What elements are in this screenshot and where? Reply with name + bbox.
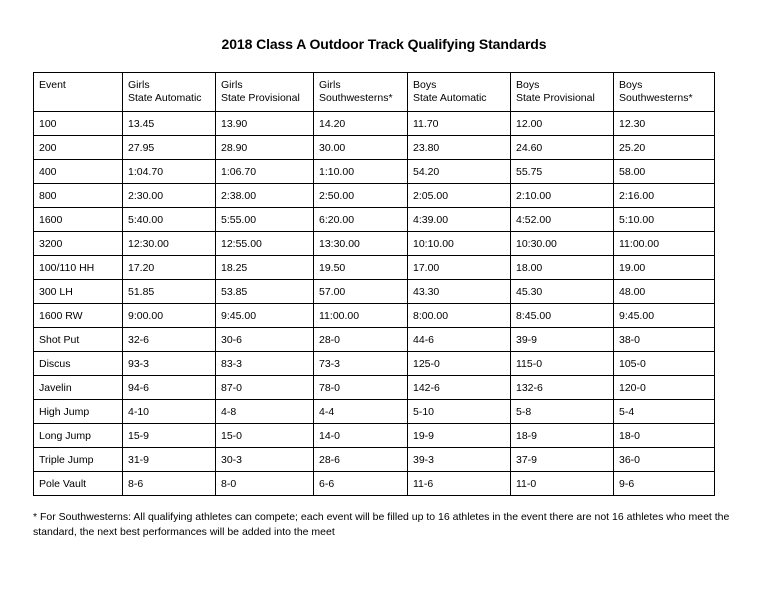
column-header-line2: State Automatic — [413, 92, 487, 104]
qualifying-standards-table — [33, 72, 715, 496]
standard-value-cell: 19.50 — [314, 256, 408, 280]
standard-value-cell: 13:30.00 — [314, 232, 408, 256]
standard-value-cell: 18-9 — [511, 424, 614, 448]
standard-value-cell: 83-3 — [216, 352, 314, 376]
standard-value-cell: 125-0 — [408, 352, 511, 376]
event-name-cell: 1600 — [34, 208, 123, 232]
table-row — [34, 136, 715, 160]
event-name-cell: Discus — [34, 352, 123, 376]
event-name-cell: 800 — [34, 184, 123, 208]
table-row — [34, 400, 715, 424]
standard-value-cell: 11:00.00 — [614, 232, 715, 256]
standard-value-cell: 45.30 — [511, 280, 614, 304]
event-name-cell: Pole Vault — [34, 472, 123, 496]
column-header-line1: Girls — [128, 79, 150, 91]
standard-value-cell: 2:30.00 — [123, 184, 216, 208]
standard-value-cell: 10:10.00 — [408, 232, 511, 256]
standard-value-cell: 27.95 — [123, 136, 216, 160]
standard-value-cell: 2:05.00 — [408, 184, 511, 208]
standard-value-cell: 6-6 — [314, 472, 408, 496]
standard-value-cell: 43.30 — [408, 280, 511, 304]
table-row — [34, 448, 715, 472]
standard-value-cell: 53.85 — [216, 280, 314, 304]
standard-value-cell: 12:55.00 — [216, 232, 314, 256]
standard-value-cell: 4:39.00 — [408, 208, 511, 232]
standard-value-cell: 120-0 — [614, 376, 715, 400]
column-header-line1: Boys — [619, 79, 643, 91]
table-row — [34, 256, 715, 280]
standard-value-cell: 30.00 — [314, 136, 408, 160]
table-row — [34, 376, 715, 400]
standard-value-cell: 11-6 — [408, 472, 511, 496]
table-row — [34, 328, 715, 352]
standard-value-cell: 78-0 — [314, 376, 408, 400]
standard-value-cell: 5:10.00 — [614, 208, 715, 232]
standard-value-cell: 28-6 — [314, 448, 408, 472]
standard-value-cell: 25.20 — [614, 136, 715, 160]
standard-value-cell: 19.00 — [614, 256, 715, 280]
standard-value-cell: 13.45 — [123, 112, 216, 136]
standard-value-cell: 94-6 — [123, 376, 216, 400]
event-name-cell: High Jump — [34, 400, 123, 424]
standard-value-cell: 30-6 — [216, 328, 314, 352]
event-name-cell: Javelin — [34, 376, 123, 400]
standard-value-cell: 12.30 — [614, 112, 715, 136]
column-header-line2: Southwesterns* — [619, 92, 693, 104]
standard-value-cell: 24.60 — [511, 136, 614, 160]
standard-value-cell: 5:55.00 — [216, 208, 314, 232]
event-name-cell: 1600 RW — [34, 304, 123, 328]
standard-value-cell: 31-9 — [123, 448, 216, 472]
table-row — [34, 112, 715, 136]
standard-value-cell: 44-6 — [408, 328, 511, 352]
column-header — [314, 73, 408, 112]
standard-value-cell: 2:16.00 — [614, 184, 715, 208]
standard-value-cell: 9:00.00 — [123, 304, 216, 328]
standard-value-cell: 8-6 — [123, 472, 216, 496]
standard-value-cell: 2:10.00 — [511, 184, 614, 208]
standard-value-cell: 5:40.00 — [123, 208, 216, 232]
table-header-row — [34, 73, 715, 112]
standard-value-cell: 73-3 — [314, 352, 408, 376]
footnote: * For Southwesterns: All qualifying athletes can compete; each event will be filled up to 16 athletes in the event there are not 16 athletes who meet the standard, the next best performances will be added into the meet — [33, 511, 730, 538]
table-row — [34, 160, 715, 184]
event-name-cell: Long Jump — [34, 424, 123, 448]
event-name-cell: 100 — [34, 112, 123, 136]
column-header-line2: State Provisional — [516, 92, 595, 104]
standard-value-cell: 11-0 — [511, 472, 614, 496]
standard-value-cell: 18-0 — [614, 424, 715, 448]
standard-value-cell: 39-3 — [408, 448, 511, 472]
standard-value-cell: 9:45.00 — [614, 304, 715, 328]
table-row — [34, 280, 715, 304]
standard-value-cell: 38-0 — [614, 328, 715, 352]
column-header-line1: Girls — [319, 79, 341, 91]
column-header-line1: Boys — [413, 79, 437, 91]
event-name-cell: Shot Put — [34, 328, 123, 352]
standard-value-cell: 11.70 — [408, 112, 511, 136]
standard-value-cell: 15-0 — [216, 424, 314, 448]
table-row — [34, 232, 715, 256]
table-body — [34, 112, 715, 496]
standard-value-cell: 8-0 — [216, 472, 314, 496]
standard-value-cell: 32-6 — [123, 328, 216, 352]
standard-value-cell: 17.20 — [123, 256, 216, 280]
column-header — [216, 73, 314, 112]
standard-value-cell: 48.00 — [614, 280, 715, 304]
column-header-line2: State Provisional — [221, 92, 300, 104]
standard-value-cell: 18.00 — [511, 256, 614, 280]
standard-value-cell: 37-9 — [511, 448, 614, 472]
standard-value-cell: 17.00 — [408, 256, 511, 280]
standard-value-cell: 14-0 — [314, 424, 408, 448]
standard-value-cell: 18.25 — [216, 256, 314, 280]
standard-value-cell: 5-10 — [408, 400, 511, 424]
standard-value-cell: 2:38.00 — [216, 184, 314, 208]
column-header-line2: State Automatic — [128, 92, 202, 104]
standard-value-cell: 142-6 — [408, 376, 511, 400]
standard-value-cell: 4-10 — [123, 400, 216, 424]
event-name-cell: 300 LH — [34, 280, 123, 304]
table-row — [34, 184, 715, 208]
standard-value-cell: 28.90 — [216, 136, 314, 160]
standard-value-cell: 1:04.70 — [123, 160, 216, 184]
standard-value-cell: 12:30.00 — [123, 232, 216, 256]
standard-value-cell: 28-0 — [314, 328, 408, 352]
column-header-line2: Southwesterns* — [319, 92, 393, 104]
standard-value-cell: 12.00 — [511, 112, 614, 136]
standard-value-cell: 51.85 — [123, 280, 216, 304]
event-name-cell: 100/110 HH — [34, 256, 123, 280]
standard-value-cell: 13.90 — [216, 112, 314, 136]
column-header-line1: Boys — [516, 79, 540, 91]
event-name-cell: Triple Jump — [34, 448, 123, 472]
standard-value-cell: 54.20 — [408, 160, 511, 184]
column-header-line1: Girls — [221, 79, 243, 91]
standard-value-cell: 132-6 — [511, 376, 614, 400]
event-name-cell: 200 — [34, 136, 123, 160]
standard-value-cell: 9:45.00 — [216, 304, 314, 328]
standard-value-cell: 10:30.00 — [511, 232, 614, 256]
standard-value-cell: 9-6 — [614, 472, 715, 496]
standard-value-cell: 8:00.00 — [408, 304, 511, 328]
standard-value-cell: 11:00.00 — [314, 304, 408, 328]
standard-value-cell: 4:52.00 — [511, 208, 614, 232]
standard-value-cell: 23.80 — [408, 136, 511, 160]
column-header — [511, 73, 614, 112]
standard-value-cell: 19-9 — [408, 424, 511, 448]
standard-value-cell: 55.75 — [511, 160, 614, 184]
standard-value-cell: 8:45.00 — [511, 304, 614, 328]
standard-value-cell: 6:20.00 — [314, 208, 408, 232]
standard-value-cell: 39-9 — [511, 328, 614, 352]
standard-value-cell: 57.00 — [314, 280, 408, 304]
column-header — [614, 73, 715, 112]
standard-value-cell: 87-0 — [216, 376, 314, 400]
standard-value-cell: 1:06.70 — [216, 160, 314, 184]
standard-value-cell: 4-8 — [216, 400, 314, 424]
standard-value-cell: 15-9 — [123, 424, 216, 448]
standard-value-cell: 115-0 — [511, 352, 614, 376]
standard-value-cell: 36-0 — [614, 448, 715, 472]
table-row — [34, 472, 715, 496]
column-header — [123, 73, 216, 112]
standard-value-cell: 30-3 — [216, 448, 314, 472]
column-header-line1: Event — [39, 79, 66, 91]
table-row — [34, 424, 715, 448]
standard-value-cell: 5-8 — [511, 400, 614, 424]
event-name-cell: 400 — [34, 160, 123, 184]
table-row — [34, 208, 715, 232]
column-header — [34, 73, 123, 112]
document-title: 2018 Class A Outdoor Track Qualifying Standards — [221, 36, 547, 52]
standard-value-cell: 93-3 — [123, 352, 216, 376]
standard-value-cell: 105-0 — [614, 352, 715, 376]
table-row — [34, 304, 715, 328]
event-name-cell: 3200 — [34, 232, 123, 256]
standard-value-cell: 58.00 — [614, 160, 715, 184]
standard-value-cell: 2:50.00 — [314, 184, 408, 208]
standard-value-cell: 14.20 — [314, 112, 408, 136]
table-row — [34, 352, 715, 376]
standard-value-cell: 4-4 — [314, 400, 408, 424]
standard-value-cell: 5-4 — [614, 400, 715, 424]
standard-value-cell: 1:10.00 — [314, 160, 408, 184]
column-header — [408, 73, 511, 112]
